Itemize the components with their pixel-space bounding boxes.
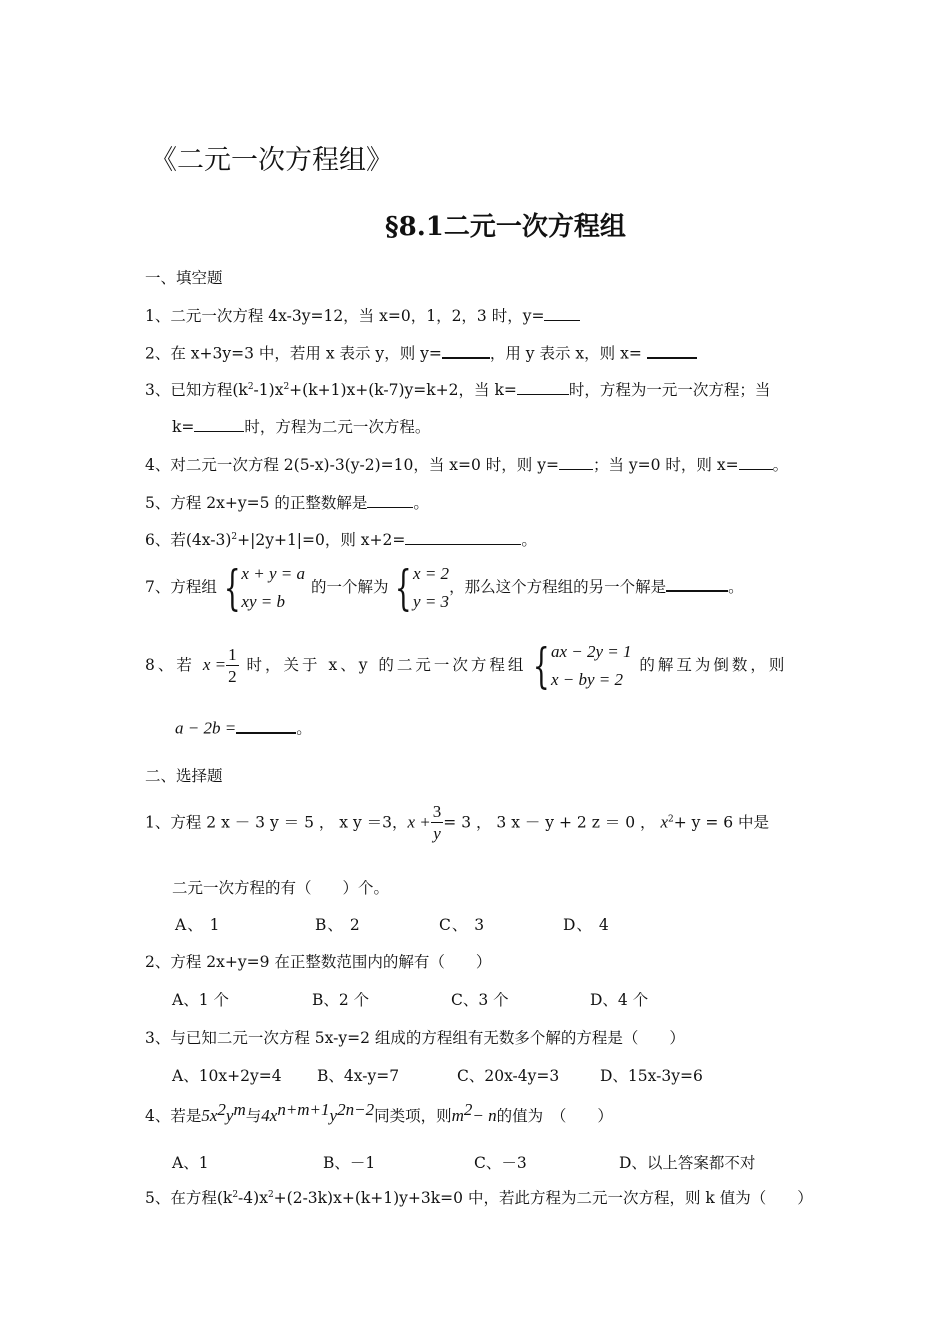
cq1-text-a: 1、方程 2 x － 3 y ＝ 5 ， x y ＝3， (145, 813, 408, 832)
q8-frac-lhs: x = (202, 655, 227, 674)
cq3-option-b[interactable]: B、4x-y=7 (317, 1067, 400, 1085)
cq1-sup-1: 2 (668, 814, 674, 825)
cq1-frac-den: y (433, 824, 441, 843)
fill-question-2 (145, 341, 697, 364)
cq1-option-a[interactable]: A、 1 (175, 916, 221, 934)
fill-question-7 (145, 560, 744, 616)
q4-blank-1[interactable] (559, 454, 593, 471)
section-title: §8.1二元一次方程组 (385, 212, 626, 242)
q6-blank[interactable] (405, 529, 521, 546)
cq4-option-b[interactable]: B、－1 (323, 1154, 376, 1172)
q5-text-a: 5、方程 2x+y=5 的正整数解是 (145, 494, 368, 512)
cq4-sup-3: n+m+1 (277, 1100, 330, 1119)
q7-sys1-eq2: xy = b (241, 592, 285, 611)
fill-question-1 (145, 304, 580, 326)
q6-text-c: 。 (521, 531, 537, 549)
q7-blank[interactable] (666, 575, 728, 593)
cq4-text-b: 与 (245, 1107, 262, 1125)
q8-expr: a − 2b = (175, 718, 237, 738)
choice-question-1 (145, 802, 769, 845)
q3-blank-1[interactable] (517, 379, 569, 396)
q7-system-2: { x = 2 y = 3 (395, 560, 450, 616)
choice-question-5 (145, 1186, 813, 1208)
q3-text-a: 3、已知方程(k (145, 381, 248, 399)
cq4-text-c: 同类项，则 (374, 1107, 452, 1125)
q7-text-a: 7、方程组 (145, 578, 217, 596)
q4-text-b: ；当 y=0 时，则 x= (592, 456, 739, 474)
cq4-option-c[interactable]: C、－3 (474, 1154, 527, 1172)
q6-text-a: 6、若(4x-3) (145, 531, 232, 549)
q3-sup-1: 2 (247, 382, 254, 392)
part2-heading: 二、选择题 (145, 767, 223, 785)
cq5-text-b: -4)x (238, 1189, 268, 1207)
q4-blank-2[interactable] (739, 454, 773, 471)
q7-sys2-eq1: x = 2 (413, 564, 450, 583)
q5-blank[interactable] (367, 492, 413, 509)
cq5-sup-2: 2 (267, 1190, 274, 1200)
q4-text-a: 4、对二元一次方程 2(5-x)-3(y-2)=10，当 x=0 时，则 y= (145, 456, 559, 474)
q8-text-a: 8、若 (145, 656, 195, 674)
cq1-text-b: = 3 ， 3 x － y + 2 z ＝ 0 ， (443, 813, 656, 832)
q3-text-f: 时，方程为二元一次方程。 (244, 418, 431, 436)
q3-text-c: +(k+1)x+(k-7)y=k+2，当 k= (289, 381, 517, 399)
cq1-option-b[interactable]: B、 2 (315, 916, 361, 934)
fill-question-5 (145, 491, 429, 513)
q8-fraction (226, 645, 239, 688)
cq4-option-d[interactable]: D、以上答案都不对 (619, 1154, 756, 1172)
cq5-text-c: +(2-3k)x+(k+1)y+3k=0 中，若此方程为二元一次方程，则 k 值为（ ） (273, 1189, 813, 1207)
cq3-option-c[interactable]: C、20x-4y=3 (457, 1067, 560, 1085)
fill-question-6 (145, 528, 537, 550)
fill-question-3 (145, 378, 770, 400)
q7-text-b: 的一个解为 (310, 578, 389, 596)
cq4-sup-4: 2n−2 (337, 1100, 375, 1119)
q6-text-b: +|2y+1|=0，则 x+2= (237, 531, 406, 549)
q8-system: { ax − 2y = 1 x − by = 2 (533, 638, 632, 694)
cq4-term-6: − n (472, 1106, 497, 1125)
q3-text-e: k= (172, 418, 195, 436)
cq3-option-d[interactable]: D、15x-3y=6 (600, 1067, 703, 1085)
cq4-term-4: y (329, 1106, 338, 1125)
choice-question-2: 2、方程 2x+y=9 在正整数范围内的解有（ ） (145, 953, 492, 971)
cq3-option-a[interactable]: A、10x+2y=4 (172, 1067, 282, 1085)
cq4-term-1: 5x (201, 1106, 218, 1125)
cq1-options (175, 913, 610, 935)
q1-text: 1、二元一次方程 4x-3y=12，当 x=0，1，2，3 时，y= (145, 307, 545, 325)
q2-blank-2[interactable] (647, 341, 697, 359)
cq4-term-2: y (225, 1106, 234, 1125)
q6-sup-1: 2 (231, 532, 238, 542)
q7-text-d: 。 (728, 578, 744, 596)
q3-text-b: -1)x (253, 381, 284, 399)
cq5-sup-1: 2 (232, 1190, 239, 1200)
q7-system-1: { x + y = a xy = b (223, 560, 305, 616)
q8-sys-eq1: ax − 2y = 1 (550, 642, 632, 661)
cq4-text-a: 4、若是 (145, 1107, 202, 1125)
q5-text-b: 。 (413, 494, 429, 512)
q2-text-a: 2、在 x+3y=3 中，若用 x 表示 y，则 y= (145, 344, 442, 363)
q2-blank-1[interactable] (442, 341, 490, 359)
q3-sup-2: 2 (283, 382, 290, 392)
cq5-text-a: 5、在方程(k (145, 1189, 233, 1207)
cq2-option-b[interactable]: B、2 个 (312, 991, 370, 1009)
fill-question-8 (145, 638, 787, 694)
cq4-term-3: 4x (261, 1106, 278, 1125)
cq1-frac-lhs: x + (407, 812, 431, 832)
cq1-option-c[interactable]: C、 3 (439, 916, 486, 934)
q8-blank[interactable] (236, 716, 296, 734)
q7-text-c: ，那么这个方程组的另一个解是 (449, 578, 667, 596)
q3-text-d: 时，方程为一元一次方程；当 (568, 381, 771, 399)
q8-text-c: 的解互为倒数，则 (639, 656, 788, 674)
fill-question-3-cont (172, 415, 430, 437)
cq4-sup-1: 2 (217, 1100, 226, 1119)
q2-text-b: ，用 y 表示 x，则 x= (489, 344, 642, 363)
cq4-term-5: m (451, 1106, 464, 1125)
fill-question-4 (145, 453, 788, 475)
cq1-expr: x (660, 812, 668, 832)
q8-frac-num: 1 (228, 644, 237, 664)
q8-frac-den: 2 (228, 666, 237, 686)
q8-text-d: 。 (296, 719, 312, 738)
q8-text-b: 时，关于 x、y 的二元一次方程组 (246, 656, 527, 674)
cq4-option-a[interactable]: A、1 (172, 1154, 209, 1172)
choice-question-4 (145, 1100, 613, 1126)
q7-sys2-eq2: y = 3 (413, 592, 450, 611)
q4-text-c: 。 (772, 456, 789, 474)
cq1-frac-num: 3 (432, 802, 442, 821)
cq4-sup-2: m (233, 1100, 246, 1119)
cq1-text-c: + y = 6 中是 (673, 813, 770, 832)
cq1-option-d[interactable]: D、 4 (563, 916, 610, 934)
q8-sys-eq2: x − by = 2 (550, 670, 623, 689)
choice-question-1-cont: 二元一次方程的有（ ）个。 (172, 879, 390, 897)
q3-blank-2[interactable] (194, 416, 244, 433)
cq2-option-a[interactable]: A、1 个 (172, 991, 229, 1009)
part1-heading: 一、填空题 (145, 269, 223, 287)
cq2-option-d[interactable]: D、4 个 (590, 991, 649, 1009)
fill-question-8-cont (175, 716, 312, 739)
cq2-option-c[interactable]: C、3 个 (451, 991, 509, 1009)
q1-blank[interactable] (544, 305, 580, 322)
q7-sys1-eq1: x + y = a (241, 564, 305, 583)
choice-question-3: 3、与已知二元一次方程 5x-y=2 组成的方程组有无数多个解的方程是（ ） (145, 1029, 685, 1047)
cq4-options (172, 1151, 755, 1173)
cq1-fraction (431, 802, 444, 845)
cq4-text-d: 的值为 （ ） (496, 1107, 613, 1125)
cq4-sup-5: 2 (463, 1100, 473, 1119)
document-title: 《二元一次方程组》 (150, 145, 393, 176)
cq3-options (172, 1064, 703, 1086)
cq2-options (172, 988, 648, 1010)
